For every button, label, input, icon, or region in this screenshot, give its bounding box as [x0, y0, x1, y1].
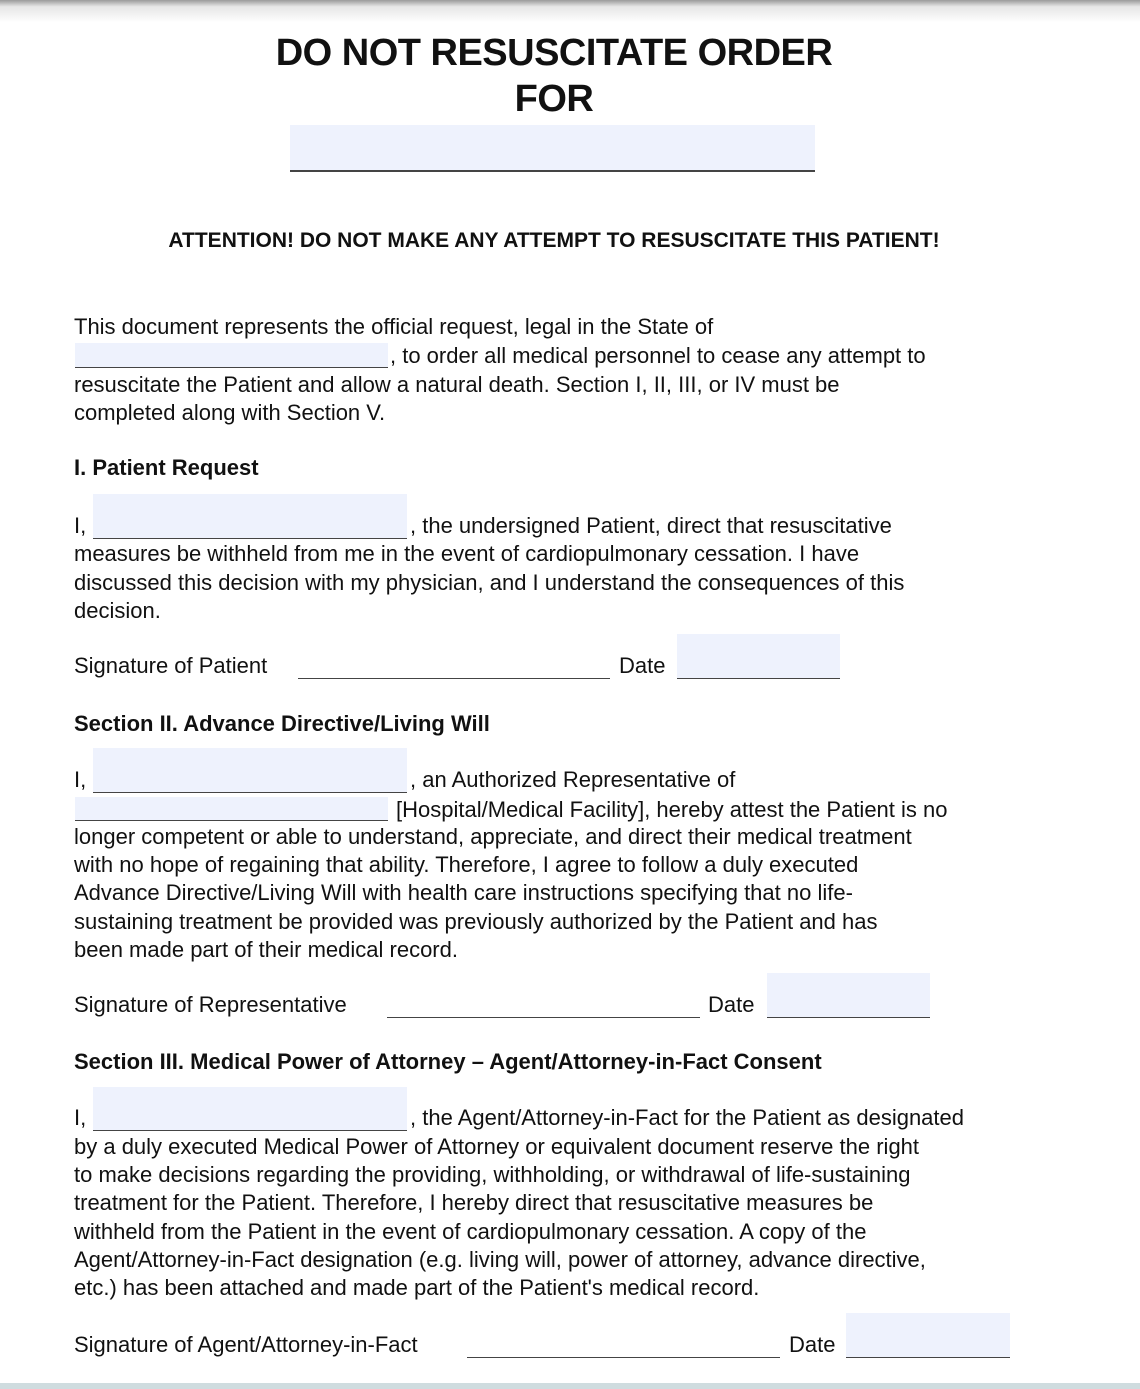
document-title-for: FOR [514, 78, 594, 120]
agent-signature-line[interactable] [467, 1357, 780, 1358]
section1-line: measures be withheld from me in the event of cardiopulmonary cessation. I have [74, 541, 860, 566]
document-title: DO NOT RESUSCITATE ORDER [275, 32, 833, 74]
section3-line: etc.) has been attached and made part of the Patient's medical record. [74, 1275, 760, 1300]
section2-i: I, [74, 767, 87, 792]
section3-i: I, [74, 1105, 87, 1130]
representative-signature-label: Signature of Representative [74, 992, 347, 1017]
intro-line: This document represents the official request, legal in the State of [74, 314, 714, 339]
representative-date-field[interactable] [767, 973, 930, 1017]
bottom-bar [0, 1383, 1140, 1389]
representative-name-field[interactable] [93, 748, 407, 792]
representative-date-label: Date [708, 992, 755, 1017]
section3-line: treatment for the Patient. Therefore, I hereby direct that resuscitative measures be [74, 1190, 874, 1215]
patient-name-underline [290, 170, 815, 172]
section3-heading: Section III. Medical Power of Attorney – Agent/Attorney-in-Fact Consent [74, 1049, 822, 1074]
section2-line: , an Authorized Representative of [410, 767, 736, 792]
section2-line: [Hospital/Medical Facility], hereby attest the Patient is no [396, 797, 948, 822]
section3-line: by a duly executed Medical Power of Attorney or equivalent document reserve the right [74, 1134, 920, 1159]
section2-line: Advance Directive/Living Will with health care instructions specifying that no life- [74, 880, 853, 905]
representative-date-underline [767, 1017, 930, 1018]
section3-line: to make decisions regarding the providing, withholding, or withdrawal of life-sustaining [74, 1162, 911, 1187]
agent-signature-label: Signature of Agent/Attorney-in-Fact [74, 1332, 418, 1357]
section2-heading: Section II. Advance Directive/Living Will [74, 711, 490, 736]
intro-line: , to order all medical personnel to cease any attempt to [390, 343, 926, 368]
patient-date-label: Date [619, 653, 666, 678]
state-field[interactable] [75, 343, 388, 367]
intro-line: resuscitate the Patient and allow a natural death. Section I, II, III, or IV must be [74, 372, 840, 397]
patient-request-underline [93, 538, 407, 539]
patient-date-field[interactable] [677, 634, 840, 678]
agent-date-underline [846, 1357, 1010, 1358]
representative-name-underline [93, 792, 407, 793]
attention-notice: ATTENTION! DO NOT MAKE ANY ATTEMPT TO RESUSCITATE THIS PATIENT! [168, 229, 940, 252]
agent-name-underline [93, 1130, 407, 1131]
section2-line: sustaining treatment be provided was previously authorized by the Patient and has [74, 909, 878, 934]
section1-i: I, [74, 513, 87, 538]
intro-line: completed along with Section V. [74, 400, 386, 425]
agent-name-field[interactable] [93, 1087, 407, 1130]
patient-request-name-field[interactable] [93, 494, 407, 538]
facility-field[interactable] [75, 797, 388, 820]
agent-date-label: Date [789, 1332, 836, 1357]
section1-line: discussed this decision with my physician, and I understand the consequences of this [74, 570, 905, 595]
section2-line: with no hope of regaining that ability. Therefore, I agree to follow a duly executed [74, 852, 859, 877]
state-underline [75, 367, 388, 368]
facility-underline [75, 820, 388, 821]
patient-date-underline [677, 678, 840, 679]
patient-signature-label: Signature of Patient [74, 653, 268, 678]
top-shadow [0, 0, 1140, 22]
agent-date-field[interactable] [846, 1313, 1010, 1357]
section1-line: decision. [74, 598, 161, 623]
section3-line: Agent/Attorney-in-Fact designation (e.g. living will, power of attorney, advance directive, [74, 1247, 926, 1272]
section3-line: withheld from the Patient in the event of cardiopulmonary cessation. A copy of the [74, 1219, 867, 1244]
section2-line: been made part of their medical record. [74, 937, 458, 962]
representative-signature-line[interactable] [387, 1017, 700, 1018]
section1-line: , the undersigned Patient, direct that resuscitative [410, 513, 892, 538]
section2-line: longer competent or able to understand, appreciate, and direct their medical treatment [74, 824, 912, 849]
patient-signature-line[interactable] [298, 678, 610, 679]
patient-name-field[interactable] [290, 125, 815, 170]
section3-line: , the Agent/Attorney-in-Fact for the Patient as designated [410, 1105, 964, 1130]
section1-heading: I. Patient Request [74, 455, 259, 480]
